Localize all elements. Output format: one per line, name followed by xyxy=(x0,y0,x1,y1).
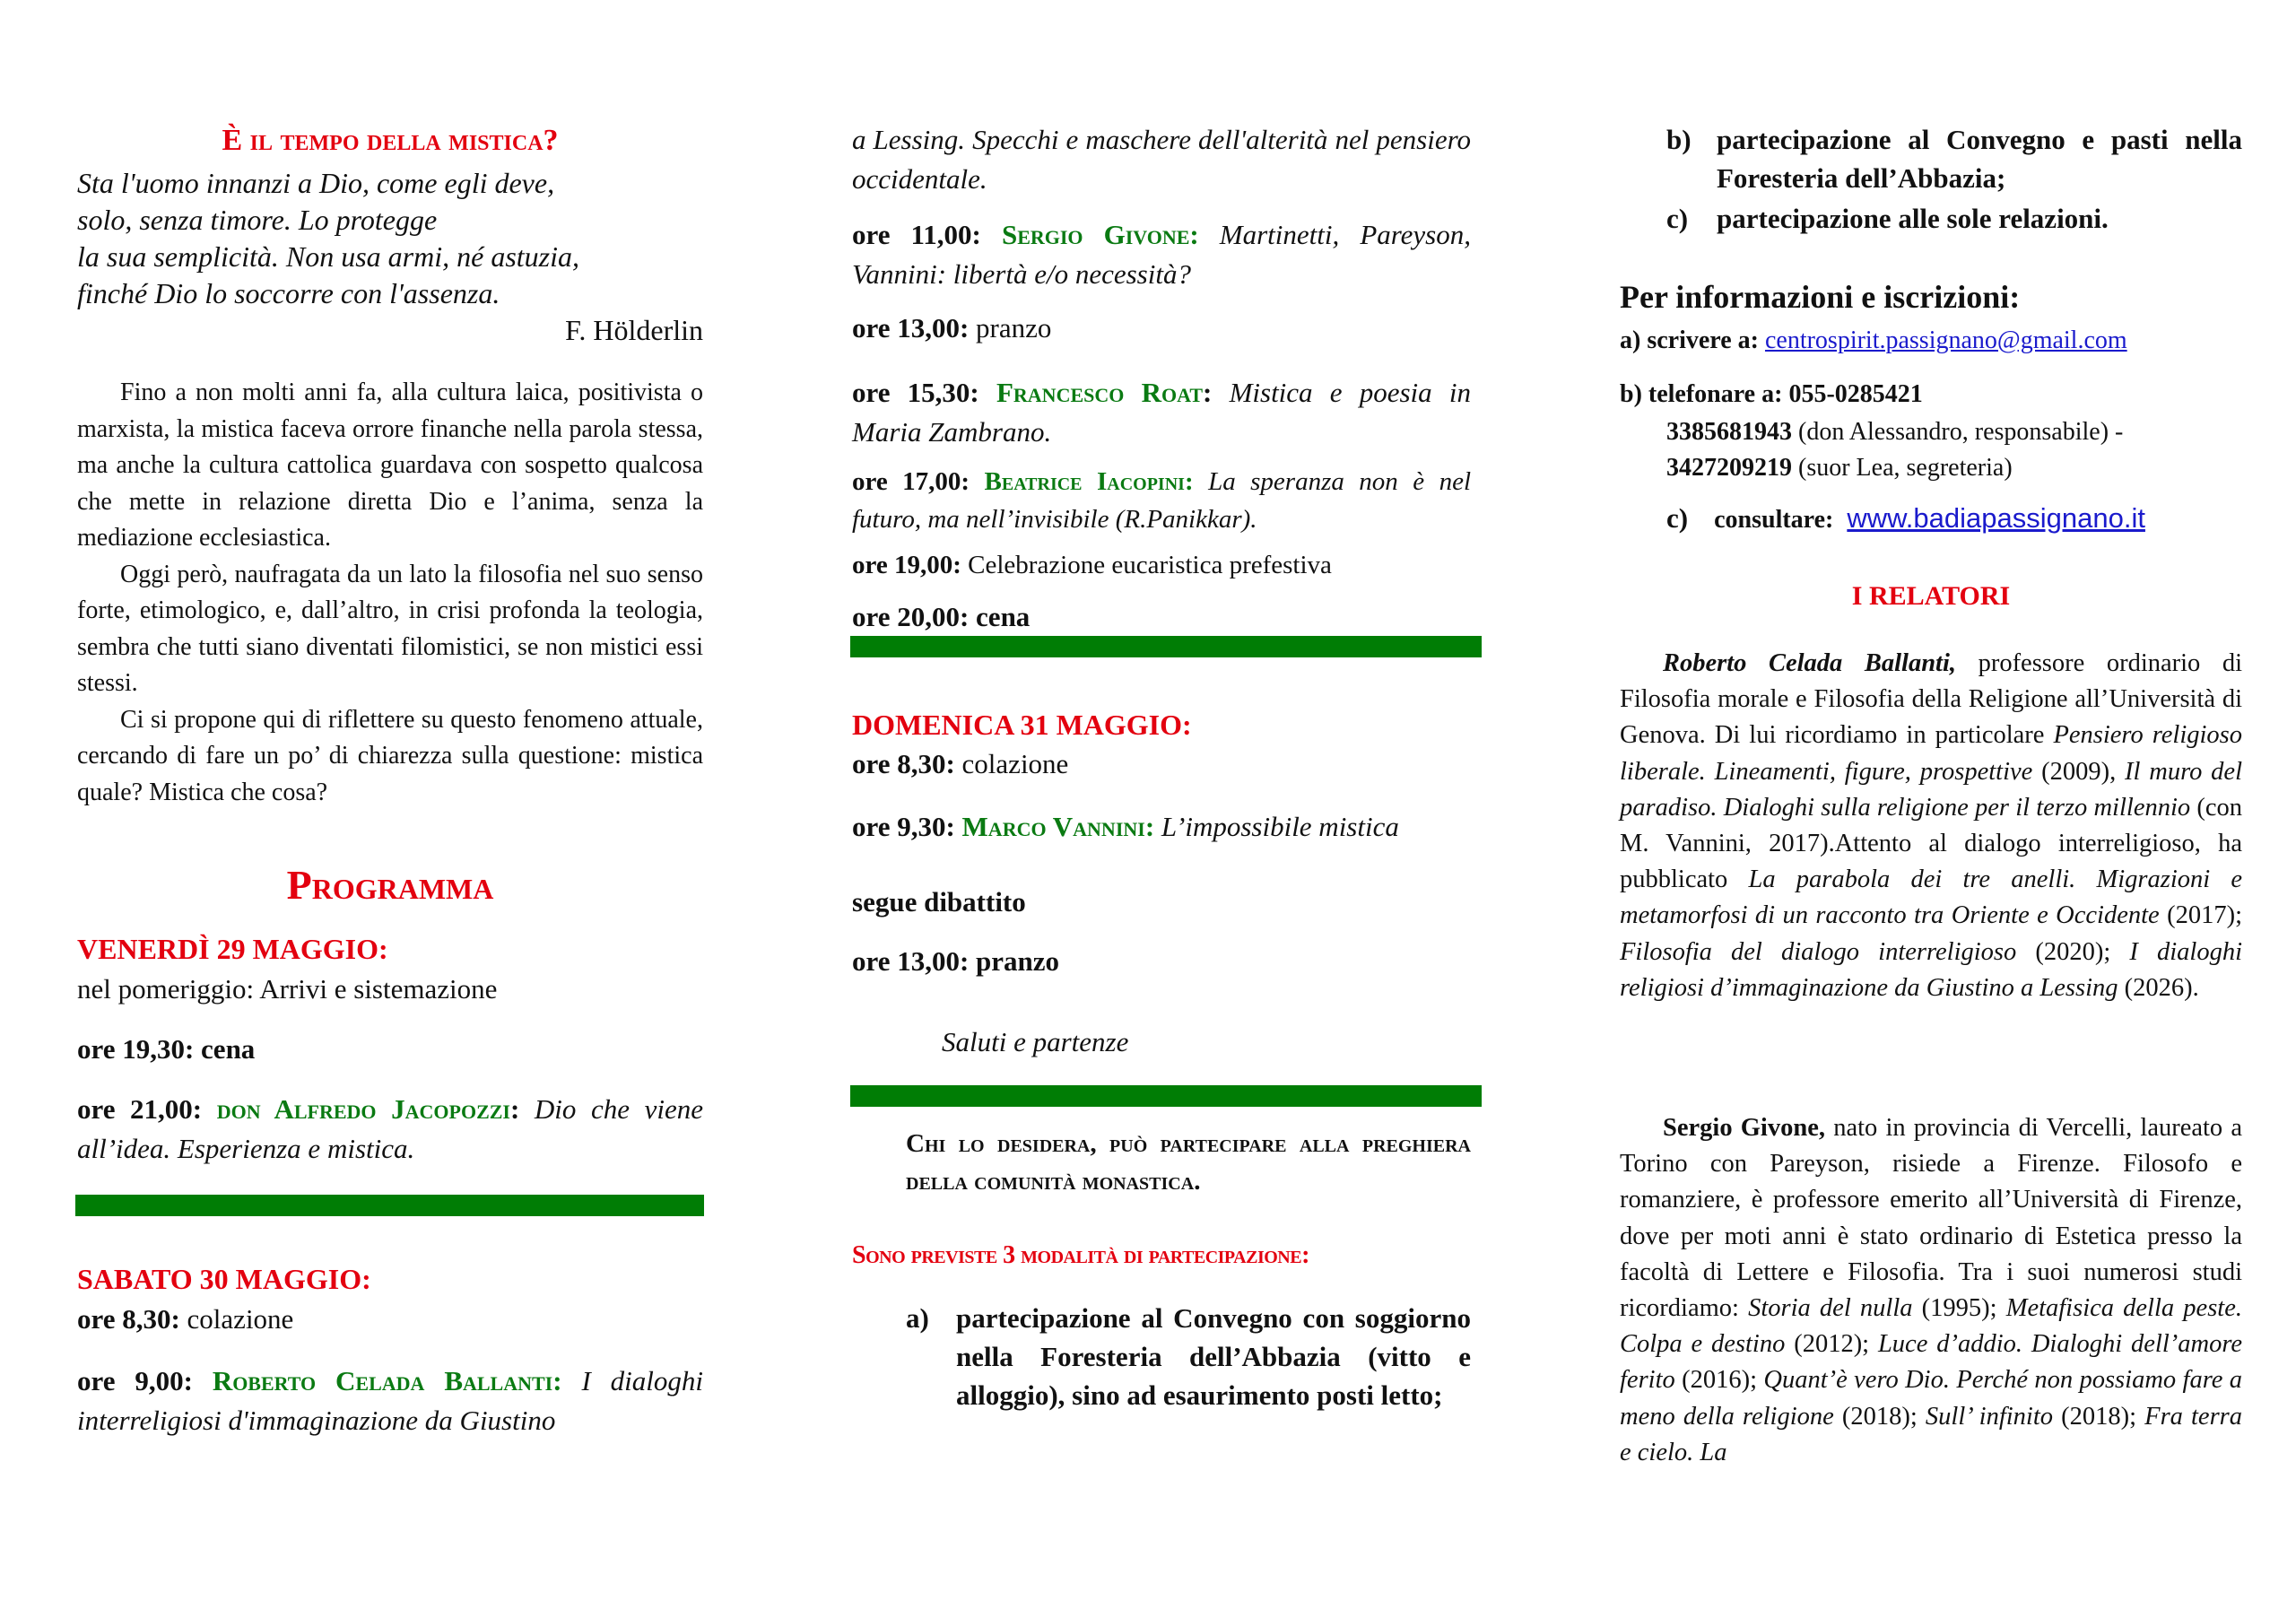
talk-title: La speranza non è nel futuro, ma nell’invisibile (R.Panikkar). xyxy=(852,467,1472,534)
talk-title: Dio che viene all’idea. Esperienza e mistica. xyxy=(77,1093,703,1164)
contact-web-row: c) consultare: www.badiapassignano.it xyxy=(1666,502,2145,534)
bio-name: Roberto Celada Ballanti, xyxy=(1663,649,1957,677)
poem-author: F. Hölderlin xyxy=(565,314,703,346)
talk-title-continued: a Lessing. Specchi e maschere dell'alterità nel pensiero occidentale. xyxy=(852,124,1471,195)
divider-bar xyxy=(850,1085,1482,1107)
divider-bar xyxy=(850,636,1482,657)
talk-title: I dialoghi interreligiosi d'immaginazione da Giustino xyxy=(77,1365,704,1436)
contact-phone-row: 3427209219 (suor Lea, segreteria) xyxy=(1666,454,2013,482)
friday-item: nel pomeriggio: Arrivi e sistemazione xyxy=(77,973,498,1005)
talk-title: Mistica e poesia in Maria Zambrano. xyxy=(852,377,1471,448)
bio-name: Sergio Givone, xyxy=(1663,1114,1825,1142)
saturday-item: ore 11,00: Sergio Givone: Martinetti, Pareyson, Vannini: libertà e/o necessità? xyxy=(852,219,1471,290)
sunday-heading: DOMENICA 31 MAGGIO: xyxy=(852,709,1192,741)
contact-phone-row: b) telefonare a: 055-0285421 xyxy=(1620,380,1923,408)
saturday-item: ore 8,30: colazione xyxy=(77,1303,294,1335)
speaker-name: Beatrice Iacopini xyxy=(984,467,1185,496)
participation-modes-title: Sono previste 3 modalità di partecipazione: xyxy=(852,1241,1309,1269)
saturday-item: ore 19,00: Celebrazione eucaristica prefestiva xyxy=(852,551,1332,579)
friday-heading: VENERDÌ 29 MAGGIO: xyxy=(77,933,388,965)
contact-email-row: a) scrivere a: centrospirit.passignano@gmail.com xyxy=(1620,326,2127,354)
sunday-item: ore 9,30: Marco Vannini: L’impossibile mistica xyxy=(852,811,1399,842)
saturday-item: ore 15,30: Francesco Roat: Mistica e poesia in Maria Zambrano. xyxy=(852,377,1471,448)
speakers-title: I RELATORI xyxy=(1851,581,2011,611)
saturday-item: ore 17,00: Beatrice Iacopini: La speranza non è nel futuro, ma nell’invisibile (R.Panikkar). xyxy=(852,467,1472,534)
saturday-item: ore 9,00: Roberto Celada Ballanti: I dialoghi interreligiosi d'immaginazione da Giustino xyxy=(77,1365,704,1436)
contact-phone-row: 3385681943 (don Alessandro, responsabile) - xyxy=(1666,418,2124,446)
intro-text xyxy=(77,375,703,811)
talk-title: L’impossibile mistica xyxy=(1161,811,1399,842)
poem xyxy=(77,165,703,349)
talk-title: Martinetti, Pareyson, Vannini: libertà e/o necessità? xyxy=(852,219,1471,290)
farewell-note: Saluti e partenze xyxy=(942,1026,1129,1057)
phone-number: 055-0285421 xyxy=(1788,380,1923,408)
sunday-item: segue dibattito xyxy=(852,886,1026,918)
speaker-name: Roberto Celada Ballanti xyxy=(212,1365,553,1396)
participation-mode-b: b) partecipazione al Convegno e pasti nella Foresteria dell’Abbazia; xyxy=(1666,124,2242,194)
email-link[interactable]: centrospirit.passignano@gmail.com xyxy=(1764,326,2127,354)
poem-line: solo, senza timore. Lo protegge xyxy=(77,204,438,236)
speaker-name: Francesco Roat xyxy=(996,377,1204,408)
friday-item: ore 21,00: don Alfredo Jacopozzi: Dio che viene all’idea. Esperienza e mistica. xyxy=(77,1093,703,1164)
intro-paragraph: Oggi però, naufragata da un lato la filosofia nel suo senso forte, etimologico, e, dall’altro, in crisi profonda la teologia, sembra che tutti siano diventati filomistici, se non mistici essi stessi. xyxy=(77,560,703,697)
sunday-item: ore 8,30: colazione xyxy=(852,748,1069,779)
program-title: Programma xyxy=(286,862,494,908)
saturday-item: ore 13,00: pranzo xyxy=(852,312,1052,344)
speaker-name: Marco Vannini xyxy=(961,811,1145,842)
bio-givone: Sergio Givone, nato in provincia di Vercelli, laureato a Torino con Pareyson, risiede a Firenze. Filosofo e romanziere, è professore emerito all’Università di Firenze, dove per moti anni è stato ordinario di Estetica presso la facoltà di Lettere e Filosofia. Tra i suoi numerosi studi ricordiamo: Storia del nulla (1995); Metafisica della peste. Colpa e destino (2012); Luce d’addio. Dialoghi dell’amore ferito (2016); Quant’è vero Dio. Perché non possiamo fare a meno della religione (2018); Sull’ infinito (2018); Fra terra e cielo. La xyxy=(1620,1114,2243,1466)
phone-number: 3385681943 xyxy=(1666,418,1792,446)
friday-item: ore 19,30: cena xyxy=(77,1033,256,1065)
prayer-note: Chi lo desidera, può partecipare alla preghiera della comunità monastica. xyxy=(906,1129,1471,1196)
sunday-item: ore 13,00: pranzo xyxy=(852,945,1060,977)
website-link[interactable]: www.badiapassignano.it xyxy=(1847,502,2145,534)
poem-line: Sta l'uomo innanzi a Dio, come egli deve, xyxy=(77,167,555,199)
intro-heading: È il tempo della mistica? xyxy=(222,124,559,157)
info-title: Per informazioni e iscrizioni: xyxy=(1620,279,2021,315)
participation-mode-a: a) partecipazione al Convegno con soggiorno nella Foresteria dell’Abbazia (vitto e alloggio), sino ad esaurimento posti letto; xyxy=(906,1302,1471,1411)
divider-bar xyxy=(75,1195,704,1216)
poem-line: finché Dio lo soccorre con l'assenza. xyxy=(77,277,500,309)
phone-number: 3427209219 xyxy=(1666,454,1792,482)
saturday-item: ore 20,00: cena xyxy=(852,601,1031,632)
intro-paragraph: Ci si propone qui di riflettere su questo fenomeno attuale, cercando di fare un po’ di chiarezza sulla questione: mistica quale? Mistica che cosa? xyxy=(77,705,703,806)
speaker-name: Sergio Givone xyxy=(1001,219,1190,250)
speaker-name: don Alfredo Jacopozzi xyxy=(216,1093,510,1125)
saturday-heading: SABATO 30 MAGGIO: xyxy=(77,1263,371,1295)
intro-paragraph: Fino a non molti anni fa, alla cultura laica, positivista o marxista, la mistica faceva orrore finanche nella parola stessa, ma anche la cultura cattolica guardava con sospetto qualcosa che mette in relazione diretta Dio e l’anima, senza la mediazione ecclesiastica. xyxy=(77,378,703,552)
poem-line: la sua semplicità. Non usa armi, né astuzia, xyxy=(77,240,580,273)
bio-celada-ballanti: Roberto Celada Ballanti, professore ordinario di Filosofia morale e Filosofia della Religione all’Università di Genova. Di lui ricordiamo in particolare Pensiero religioso liberale. Lineamenti, figure, prospettive (2009), Il muro del paradiso. Dialoghi sulla religione per il terzo millennio (con M. Vannini, 2017).Attento al dialogo interreligioso, ha pubblicato La parabola dei tre anelli. Migrazioni e metamorfosi di un racconto tra Oriente e Occidente (2017); Filosofia del dialogo interreligioso (2020); I dialoghi religiosi d’immaginazione da Giustino a Lessing (2026). xyxy=(1620,649,2243,1002)
participation-mode-c: c) partecipazione alle sole relazioni. xyxy=(1666,203,2109,234)
